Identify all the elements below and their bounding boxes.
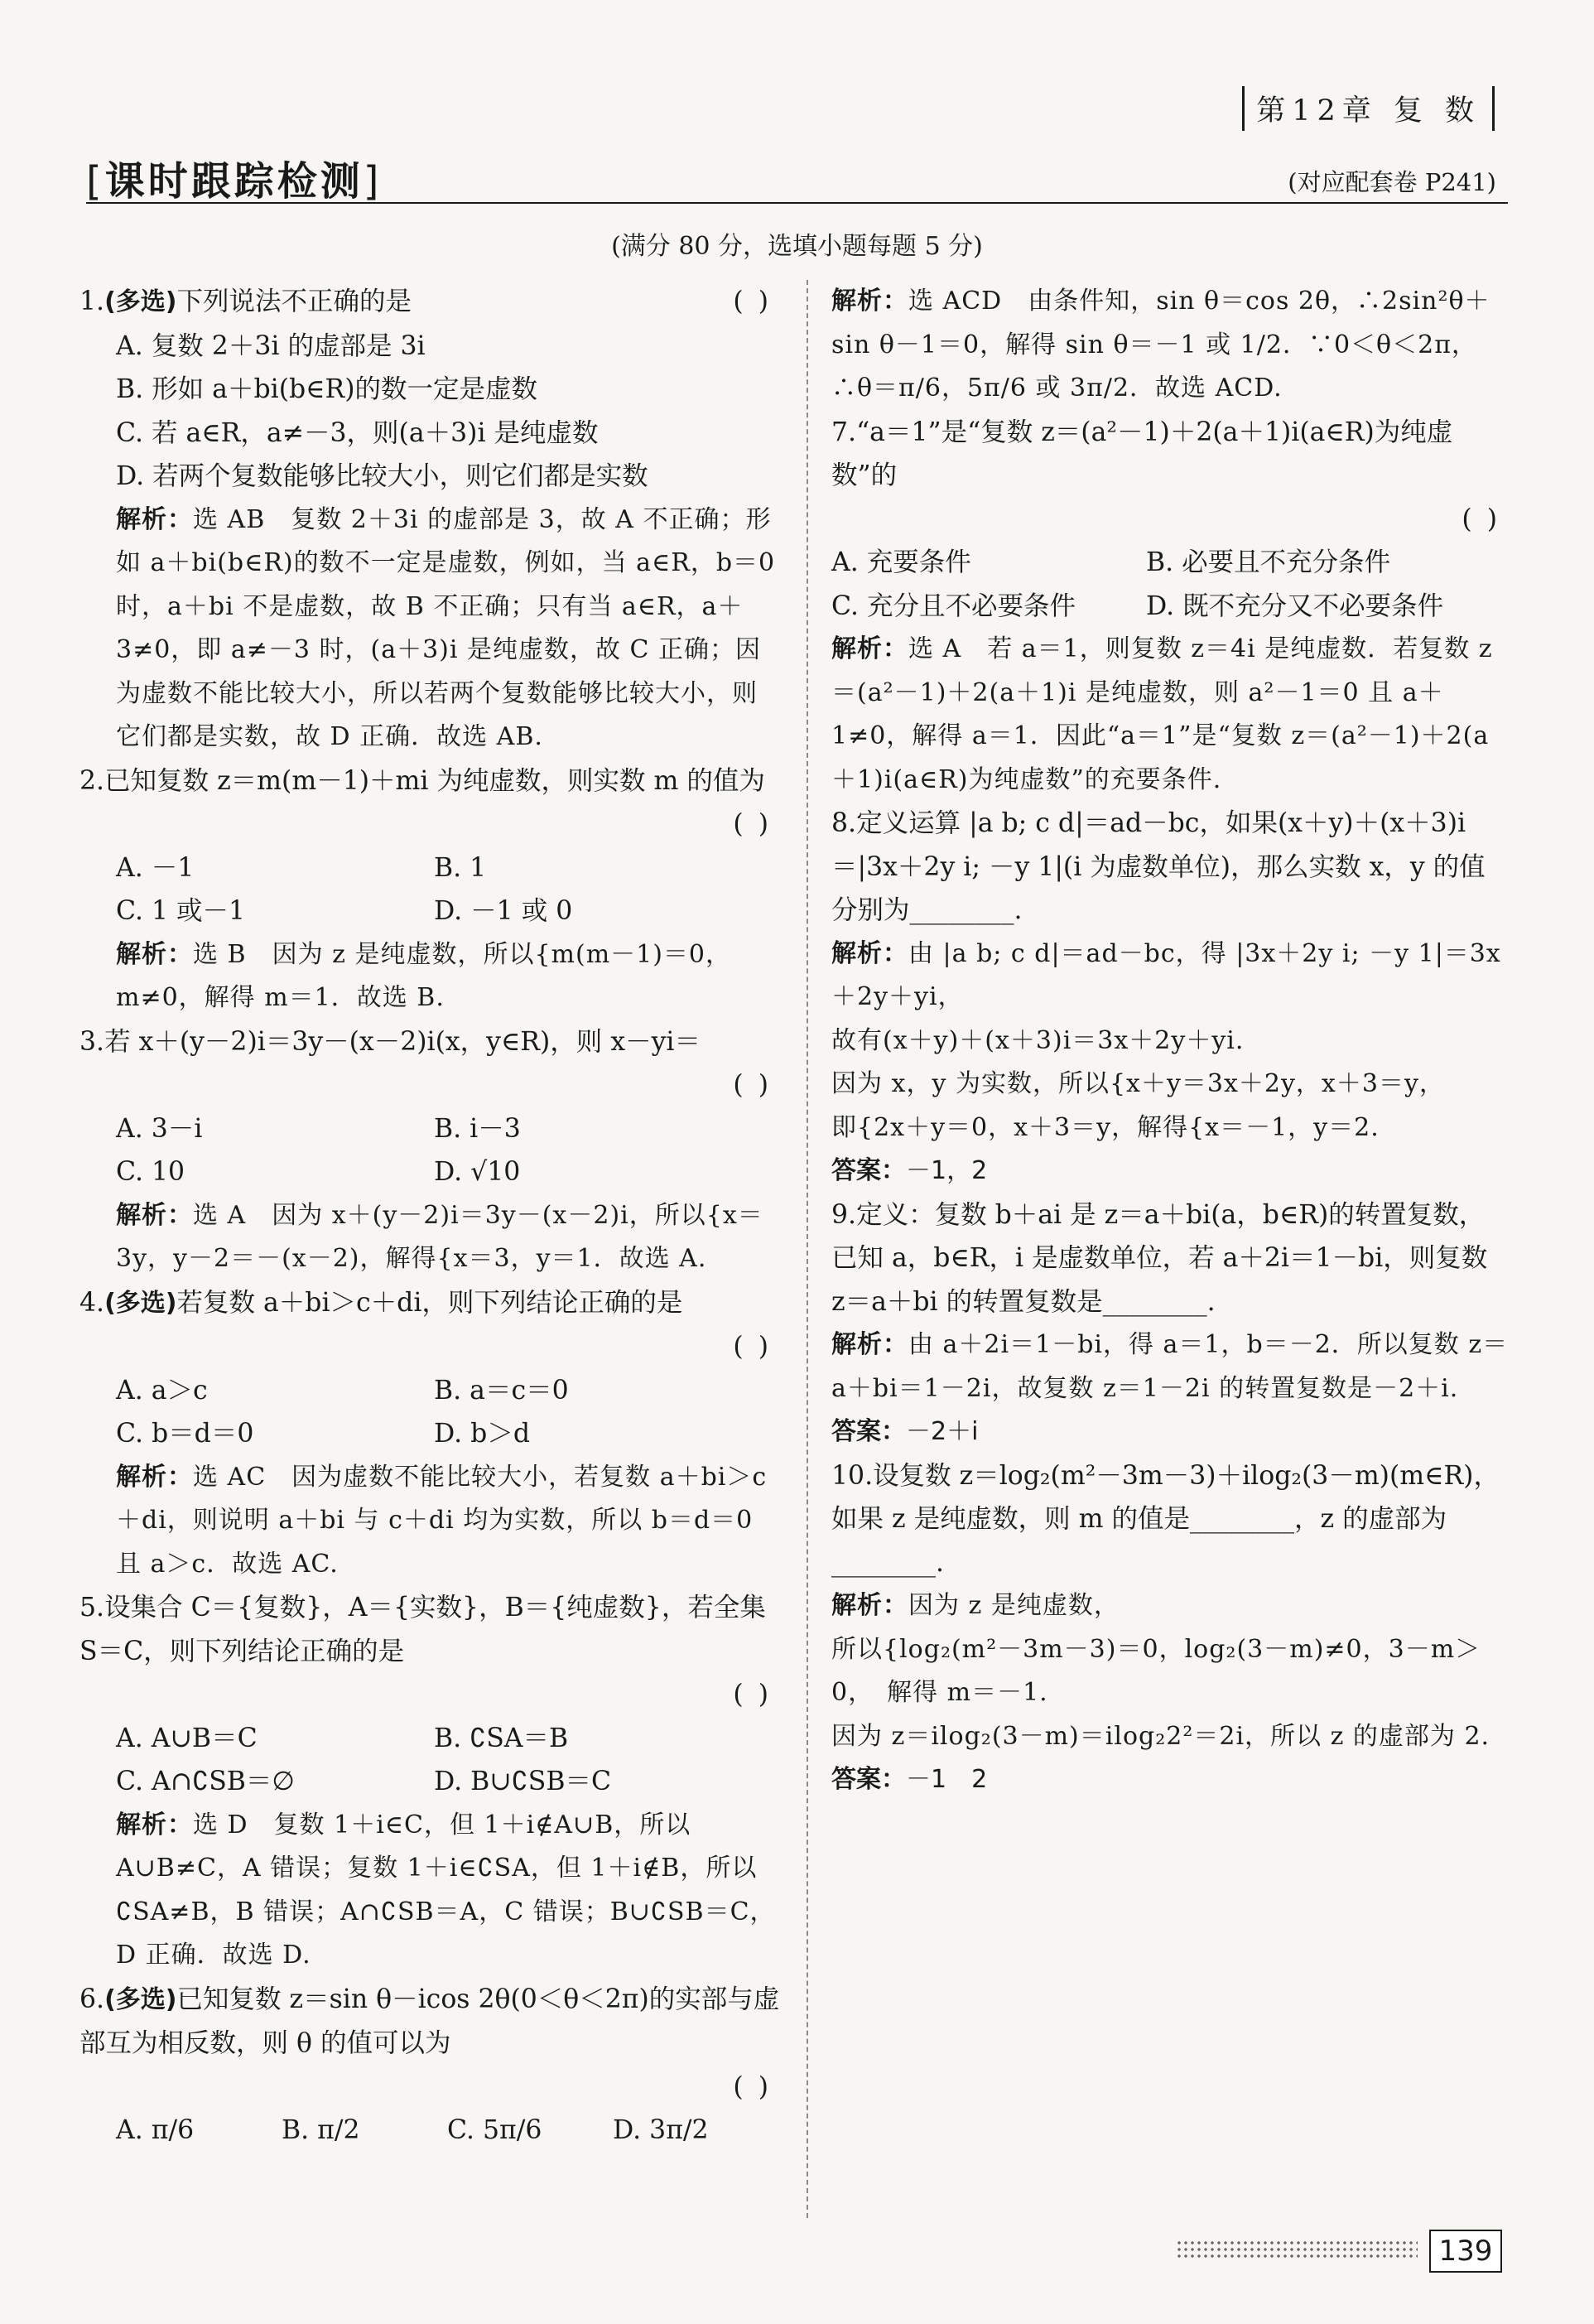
question-number: 9. <box>831 1199 857 1230</box>
section-title <box>86 149 382 206</box>
question-stem: 定义运算 |a b; c d|＝ad－bc，如果(x＋y)＋(x＋3)i＝|3x＋2y i; －y 1|(i 为虚数单位)，那么实数 x，y 的值分别为________. <box>831 808 1486 925</box>
answer-parentheses: ( ) <box>1462 504 1500 534</box>
answer-text: －1，2 <box>906 1156 988 1185</box>
option-a: A. a＞c <box>116 1375 208 1405</box>
analysis-line: 因为 z＝ilog₂(3－m)＝ilog₂2²＝2i，所以 z 的虚部为 2. <box>831 1721 1490 1751</box>
answer-label: 答案： <box>831 1417 906 1446</box>
option-c: C. A∩∁SB＝∅ <box>116 1767 295 1796</box>
header-rule <box>86 202 1508 204</box>
multi-select-tag: (多选) <box>104 1984 177 2014</box>
question-9 <box>831 1193 1509 1454</box>
left-column <box>79 280 780 2153</box>
analysis-text: 选 A 若 a＝1，则复数 z＝4i 是纯虚数．若复数 z＝(a²－1)＋2(a＋1)i 是纯虚数，则 a²－1＝0 且 a＋1≠0，解得 a＝1．因此“a＝1”是“复数 z＝(a²－1)＋2(a＋1)i(a∈R)为纯虚数”的充要条件. <box>831 634 1493 794</box>
reference-note: (对应配套卷 P241) <box>1288 168 1496 196</box>
option-b: B. π/2 <box>282 2115 360 2145</box>
score-note: (满分 80 分，选填小题每题 5 分) <box>611 232 983 261</box>
analysis <box>79 933 780 1020</box>
analysis <box>831 933 1509 1020</box>
answer <box>831 1410 1509 1454</box>
option-b: B. ∁SA＝B <box>434 1723 569 1753</box>
question-2 <box>79 759 780 1020</box>
options <box>79 846 780 933</box>
question-number: 2. <box>79 765 105 796</box>
analysis-label: 解析： <box>116 1200 193 1230</box>
analysis-label: 解析： <box>831 938 908 968</box>
analysis-text: 由 a＋2i＝1－bi，得 a＝1，b＝－2．所以复数 z＝a＋bi＝1－2i，故复数 z＝1－2i 的转置复数是－2＋i. <box>831 1330 1509 1403</box>
question-stem: “a＝1”是“复数 z＝(a²－1)＋2(a＋1)i(a∈R)为纯虚数”的 <box>831 417 1453 490</box>
analysis-line: 因为 x，y 为实数，所以{x＋y＝3x＋2y，x＋3＝y， <box>831 1069 1445 1098</box>
section-title-text: 课时跟踪检测 <box>104 158 364 205</box>
analysis <box>79 1194 780 1281</box>
question-number: 8. <box>831 808 857 838</box>
question-stem: 已知复数 z＝sin θ－icos 2θ(0＜θ＜2π)的实部与虚部互为相反数，则 θ 的值可以为 <box>79 1984 780 2058</box>
option-d: D. √10 <box>434 1157 521 1187</box>
analysis-text: 选 B 因为 z 是纯虚数，所以{m(m－1)＝0，m≠0，解得 m＝1．故选 B. <box>116 939 732 1012</box>
multi-select-tag: (多选) <box>104 287 177 316</box>
option-c: C. 1 或－1 <box>116 896 246 926</box>
answer-parentheses: ( ) <box>733 1070 772 1100</box>
option-c: C. b＝d＝0 <box>116 1419 254 1449</box>
answer <box>831 1758 1509 1802</box>
analysis-label: 解析： <box>831 1591 908 1620</box>
analysis-text: 选 A 因为 x＋(y－2)i＝3y－(x－2)i，所以{x＝3y，y－2＝－(x－2)，解得{x＝3，y＝1．故选 A. <box>116 1200 763 1273</box>
option-d: D. B∪∁SB＝C <box>434 1767 612 1796</box>
option-d: D. 3π/2 <box>613 2115 709 2145</box>
analysis-label: 解析： <box>116 939 193 969</box>
question-stem: 设集合 C＝{复数}，A＝{实数}，B＝{纯虚数}，若全集 S＝C，则下列结论正确的是 <box>79 1593 766 1666</box>
question-8 <box>831 802 1509 1193</box>
analysis <box>79 1456 780 1587</box>
question-4 <box>79 1281 780 1587</box>
option-c: C. 若 a∈R，a≠－3，则(a＋3)i 是纯虚数 <box>116 417 599 448</box>
option-b: B. i－3 <box>434 1113 521 1144</box>
analysis <box>79 1804 780 1978</box>
option-a: A. π/6 <box>116 2115 195 2145</box>
title-bracket-left: [ <box>86 158 105 205</box>
question-number: 4. <box>79 1287 105 1318</box>
question-number: 5. <box>79 1593 105 1622</box>
analysis <box>831 1324 1509 1410</box>
multi-select-tag: (多选) <box>104 1288 177 1318</box>
analysis-line: 所以{log₂(m²－3m－3)＝0，log₂(3－m)≠0，3－m＞0， 解得 m＝－1. <box>831 1634 1481 1707</box>
answer-label: 答案： <box>831 1765 906 1794</box>
page-number: 139 <box>1429 2230 1502 2273</box>
question-number: 3. <box>79 1026 105 1057</box>
answer-text: －2＋i <box>906 1417 979 1446</box>
chapter-label: 第12章 复 数 <box>1242 86 1495 131</box>
answer-parentheses: ( ) <box>733 1332 772 1362</box>
answer-parentheses: ( ) <box>733 2071 772 2102</box>
analysis-label: 解析： <box>116 504 193 534</box>
answer-parentheses: ( ) <box>733 809 772 839</box>
options <box>79 1107 780 1194</box>
option-a: A. 充要条件 <box>831 547 971 577</box>
answer-text: －1 2 <box>906 1765 988 1794</box>
analysis-text: 由 |a b; c d|＝ad－bc，得 |3x＋2y i; －y 1|＝3x＋2y＋yi， <box>831 938 1501 1011</box>
question-stem: 定义：复数 b＋ai 是 z＝a＋bi(a，b∈R)的转置复数，已知 a，b∈R，i 是虚数单位，若 a＋2i＝1－bi，则复数 z＝a＋bi 的转置复数是________. <box>831 1199 1488 1317</box>
question-stem: 若 x＋(y－2)i＝3y－(x－2)i(x，y∈R)，则 x－yi＝ <box>104 1026 701 1057</box>
analysis-text: 选 ACD 由条件知，sin θ＝cos 2θ，∴2sin²θ＋sin θ－1＝0，解得 sin θ＝－1 或 1/2．∵0＜θ＜2π，∴θ＝π/6，5π/6 或 3π/2．故选 ACD. <box>831 287 1490 403</box>
analysis <box>831 1584 1509 1628</box>
question-7 <box>831 411 1509 803</box>
question-1 <box>79 280 780 759</box>
question-10 <box>831 1454 1509 1802</box>
column-divider <box>807 280 808 2218</box>
question-stem: 若复数 a＋bi＞c＋di，则下列结论正确的是 <box>176 1287 683 1318</box>
answer-label: 答案： <box>831 1156 906 1185</box>
option-b: B. 1 <box>434 852 487 883</box>
option-a: A. 3－i <box>116 1113 203 1144</box>
options <box>79 1717 780 1804</box>
analysis-label: 解析： <box>831 634 908 663</box>
options <box>831 541 1509 628</box>
question-number: 1. <box>79 287 105 316</box>
option-d: D. 若两个复数能够比较大小，则它们都是实数 <box>116 461 648 491</box>
right-column <box>831 280 1509 1802</box>
analysis-text: 选 AB 复数 2＋3i 的虚部是 3，故 A 不正确；形如 a＋bi(b∈R)的数不一定是虚数，例如，当 a∈R，b＝0 时，a＋bi 不是虚数，故 B 不正确；只有当 a∈R，a＋3≠0，即 a≠－3 时，(a＋3)i 是纯虚数，故 C 正确；因为虚数不能比较大小，所以若两个复数能够比较大小，则它们都是实数，故 D 正确．故选 AB. <box>116 504 776 751</box>
option-b: B. a＝c＝0 <box>434 1375 569 1405</box>
analysis <box>831 628 1509 802</box>
option-a: A. －1 <box>116 852 195 883</box>
option-d: D. 既不充分又不必要条件 <box>1146 591 1444 621</box>
option-c: C. 10 <box>116 1157 185 1187</box>
analysis-label: 解析： <box>831 287 908 316</box>
question-6 <box>79 1978 780 2153</box>
analysis-label: 解析： <box>831 1330 908 1359</box>
options <box>79 2109 780 2153</box>
analysis-text: 选 AC 因为虚数不能比较大小，若复数 a＋bi＞c＋di，则说明 a＋bi 与 c＋di 均为实数，所以 b＝d＝0 且 a＞c．故选 AC. <box>116 1462 768 1579</box>
option-c: C. 5π/6 <box>447 2115 542 2145</box>
analysis-line: 故有(x＋y)＋(x＋3)i＝3x＋2y＋yi. <box>831 1025 1245 1055</box>
option-c: C. 充分且不必要条件 <box>831 591 1076 621</box>
question-number: 7. <box>831 417 857 447</box>
option-a: A. A∪B＝C <box>116 1723 258 1753</box>
footer-dot-pattern <box>1176 2240 1418 2261</box>
options <box>79 1369 780 1456</box>
analysis-line: 即{2x＋y＝0，x＋3＝y，解得{x＝－1，y＝2. <box>831 1112 1380 1142</box>
option-d: D. b＞d <box>434 1419 530 1449</box>
q6-analysis <box>831 280 1509 411</box>
option-b: B. 形如 a＋bi(b∈R)的数一定是虚数 <box>116 374 537 404</box>
question-3 <box>79 1020 780 1281</box>
question-5 <box>79 1586 780 1978</box>
question-stem: 已知复数 z＝m(m－1)＋mi 为纯虚数，则实数 m 的值为 <box>104 765 765 796</box>
answer-parentheses: ( ) <box>733 287 772 316</box>
question-number: 6. <box>79 1984 105 2014</box>
option-d: D. －1 或 0 <box>434 896 573 926</box>
analysis <box>79 499 780 759</box>
answer-parentheses: ( ) <box>733 1680 772 1709</box>
title-bracket-right: ] <box>363 158 383 205</box>
analysis-text: 因为 z 是纯虚数， <box>908 1591 1120 1620</box>
question-number: 10. <box>831 1460 874 1491</box>
analysis-label: 解析： <box>116 1810 193 1839</box>
question-stem: 设复数 z＝log₂(m²－3m－3)＋ilog₂(3－m)(m∈R)，如果 z 是纯虚数，则 m 的值是________，z 的虚部为________. <box>831 1460 1500 1578</box>
question-stem: 下列说法不正确的是 <box>176 287 412 316</box>
analysis-text: 选 D 复数 1＋i∈C，但 1＋i∉A∪B，所以 A∪B≠C，A 错误；复数 1＋i∈∁SA，但 1＋i∉B，所以∁SA≠B，B 错误；A∩∁SB＝A，C 错误；B∪∁SB＝C，D 正确．故选 D. <box>116 1810 776 1970</box>
analysis-label: 解析： <box>116 1462 193 1492</box>
answer <box>831 1150 1509 1193</box>
option-a: A. 复数 2＋3i 的虚部是 3i <box>116 330 426 361</box>
option-b: B. 必要且不充分条件 <box>1146 547 1391 577</box>
